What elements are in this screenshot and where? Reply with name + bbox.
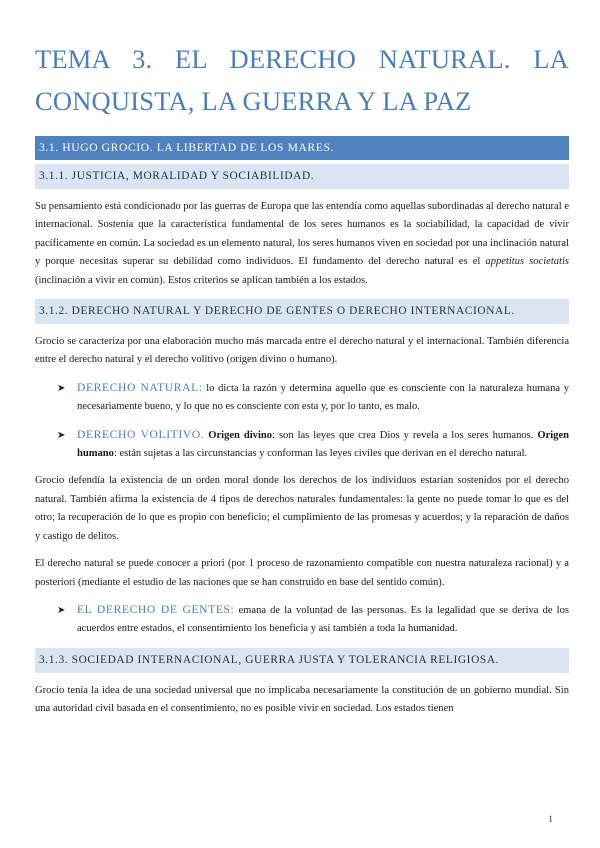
document-title [35, 38, 569, 122]
term-label: DERECHO NATURAL: [77, 380, 203, 394]
list-item-text: emana de la voluntad de las personas. Es la legalidad que se deriva de los acuerdos entre estados, el consentimiento los beneficia y así también a toda la humanidad. [77, 604, 569, 635]
title-line-2: CONQUISTA, LA GUERRA Y LA PAZ [35, 86, 472, 116]
paragraph-intro-derecho: Grocio se caracteriza por una elaboración mucho más marcada entre el derecho natural y el internacional. También diferencia entre el derecho natural y el derecho volitivo (origen divino o humano). [35, 336, 569, 366]
bullet-list-derechos [35, 379, 569, 464]
paragraph-sociedad-universal: Grocio tenía la idea de una sociedad universal que no implicaba necesariamente la constitución de un gobierno mundial. Sin una autoridad civil basada en el consentimiento, no es posible vivir en sociedad. Los estados tienen [35, 684, 569, 715]
title-line-1: TEMA 3. EL DERECHO NATURAL. LA [35, 44, 569, 74]
paragraph-text: (inclinación a vivir en común). Estos criterios se aplican también a los estados. [35, 274, 368, 286]
document-page [35, 0, 569, 719]
bold-term: Origen humano [77, 429, 569, 460]
list-item-derecho-volitivo [35, 426, 569, 464]
bold-term: Origen divino [208, 429, 273, 441]
paragraph-a-priori: El derecho natural se puede conocer a priori (por 1 proceso de razonamiento compatible con nuestra naturaleza racional) y a posteriori (mediante el estudio de las naciones que se han construido en base del sentido común). [35, 558, 569, 588]
bullet-list-gentes [35, 601, 569, 639]
section-heading-3-1: 3.1. HUGO GROCIO. LA LIBERTAD DE LOS MARES. [35, 136, 569, 160]
list-item-derecho-natural [35, 379, 569, 417]
paragraph-orden-moral: Grocio defendía la existencia de un orden moral donde los derechos de los individuos estarían sostenidos por el derecho natural. También afirma la existencia de 4 tipos de derechos naturales fundamentales: la gente no puede tomar lo que es del otro; la recuperación de lo que es propio con beneficio; el cumplimiento de las promesas y acuerdos; y la reparación de daños y castigo de delitos. [35, 475, 569, 542]
list-item-text: lo dicta la razón y determina aquello que es consciente con la naturaleza humana y necesariamente bueno, y lo que no es consciente con esta y, por lo tanto, es malo. [77, 382, 569, 413]
list-item-derecho-gentes [35, 601, 569, 639]
arrow-bullet-icon: ➤ [57, 382, 66, 394]
arrow-bullet-icon: ➤ [57, 604, 66, 616]
paragraph-text: Su pensamiento está condicionado por las guerras de Europa que las entendía como aquellas subordinadas al derecho natural e internacional. Sostenía que la característica fundamental de los seres humanos es la sociabilidad, la capacidad de vivir pacíficamente en común. La sociedad es un elemento natural, los seres humanos viven en sociedad por una inclinación natural y porque necesitas superar su debilidad como individuos. El fundamento del derecho natural es el [35, 201, 569, 268]
paragraph-sociabilidad [35, 198, 569, 290]
arrow-bullet-icon: ➤ [57, 429, 66, 441]
subsection-heading-3-1-3: 3.1.3. SOCIEDAD INTERNACIONAL, GUERRA JUSTA Y TOLERANCIA RELIGIOSA. [35, 648, 569, 673]
term-label: EL DERECHO DE GENTES: [77, 602, 235, 616]
subsection-heading-3-1-1: 3.1.1. JUSTICIA, MORALIDAD Y SOCIABILIDAD. [35, 164, 569, 189]
page-number: 1 [548, 815, 553, 825]
italic-term: appetitus societatis [485, 256, 569, 268]
term-label: DERECHO VOLITIVO. [77, 427, 205, 441]
subsection-heading-3-1-2: 3.1.2. DERECHO NATURAL Y DERECHO DE GENTES O DERECHO INTERNACIONAL. [35, 299, 569, 324]
list-item-text: : son las leyes que crea Dios y revela a los seres humanos. [272, 429, 538, 441]
list-item-text: : están sujetas a las circunstancias y conforman las leyes civiles que derivan en el derecho natural. [113, 448, 528, 460]
